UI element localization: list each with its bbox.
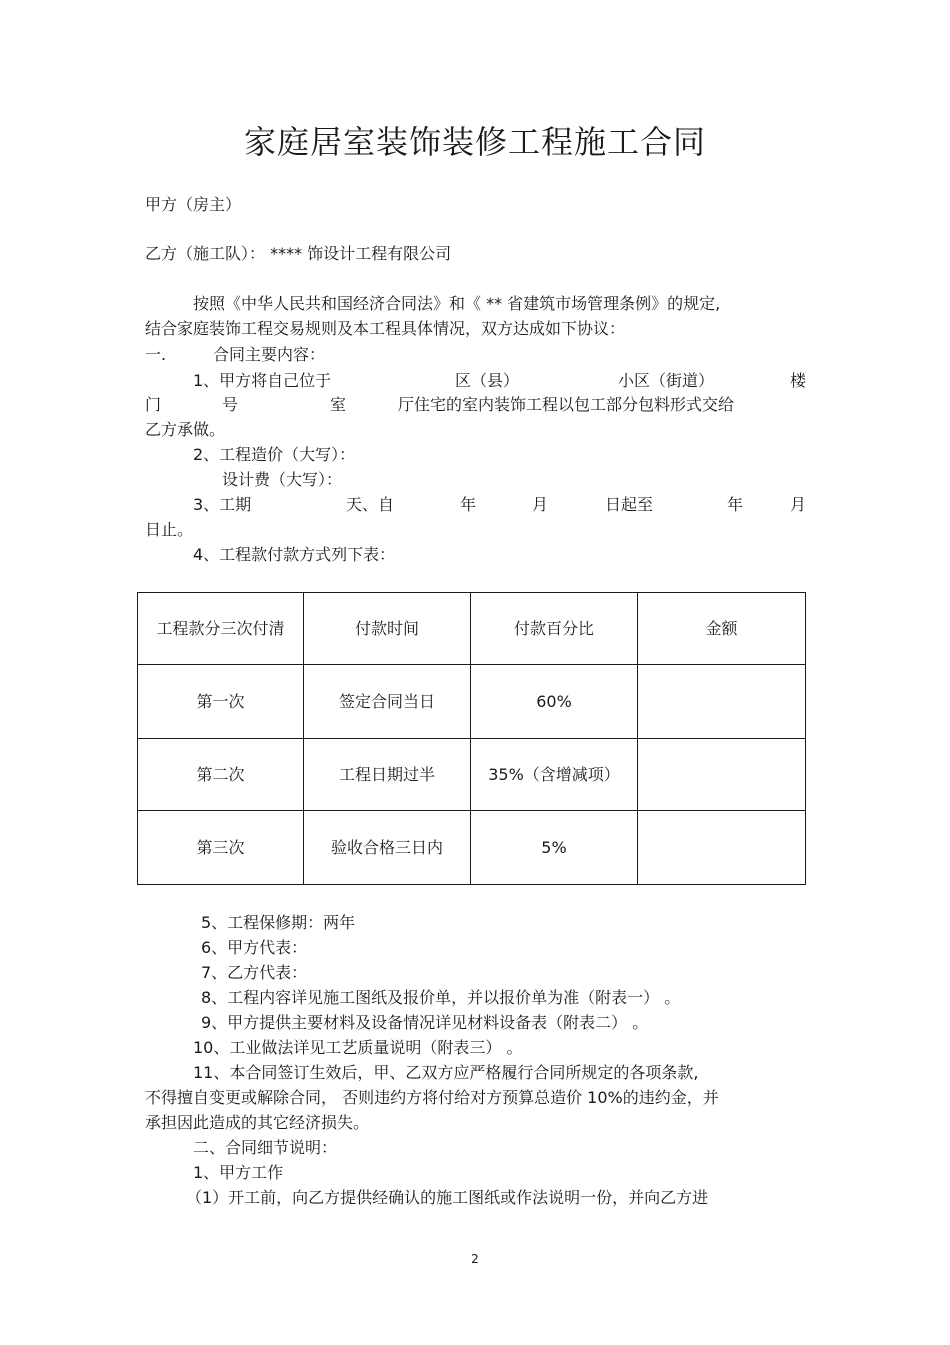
item-3-text-a: 3、工期 xyxy=(193,495,252,514)
item-1-text-b: 区（县） xyxy=(455,371,520,390)
item-3-text-c: 年 xyxy=(460,495,477,514)
party-b: 乙方（施工队）： **** 饰设计工程有限公司 xyxy=(145,244,452,263)
table-cell xyxy=(638,739,806,811)
item-3-text-h: 日止。 xyxy=(145,520,194,539)
item-8: 8、工程内容详见施工图纸及报价单，并以报价单为准（附表一） 。 xyxy=(201,988,681,1007)
table-cell: 第一次 xyxy=(138,665,304,739)
item-1-text-h: 厅住宅的室内装饰工程以包工部分包料形式交给 xyxy=(398,395,735,414)
section-1-label: 合同主要内容： xyxy=(213,345,326,364)
party-a: 甲方（房主） xyxy=(145,195,242,214)
table-header-row xyxy=(138,593,806,665)
page-number: 2 xyxy=(471,1252,479,1266)
item-1-text-g: 室 xyxy=(330,395,347,414)
table-cell: 60% xyxy=(471,665,638,739)
section-2-item-1: 1、甲方工作 xyxy=(193,1163,284,1182)
item-3-text-d: 月 xyxy=(532,495,549,514)
item-9: 9、甲方提供主要材料及设备情况详见材料设备表（附表二） 。 xyxy=(201,1013,649,1032)
item-4: 4、工程款付款方式列下表： xyxy=(193,545,396,564)
item-11-line-3: 承担因此造成的其它经济损失。 xyxy=(145,1113,370,1132)
header-installments: 工程款分三次付清 xyxy=(138,593,304,665)
item-3-text-b: 天、自 xyxy=(346,495,395,514)
item-1-text-a: 1、甲方将自己位于 xyxy=(193,371,332,390)
item-3-text-f: 年 xyxy=(727,495,744,514)
item-11-line-2: 不得擅自变更或解除合同， 否则违约方将付给对方预算总造价 10%的违约金，并 xyxy=(145,1088,719,1107)
item-10: 10、工业做法详见工艺质量说明（附表三） 。 xyxy=(193,1038,523,1057)
intro-line-1: 按照《中华人民共和国经济合同法》和《 ** 省建筑市场管理条例》的规定, xyxy=(193,294,721,313)
header-amount: 金额 xyxy=(638,593,806,665)
item-7: 7、乙方代表： xyxy=(201,963,308,982)
item-1-text-f: 号 xyxy=(222,395,239,414)
intro-line-2: 结合家庭装饰工程交易规则及本工程具体情况，双方达成如下协议： xyxy=(145,319,626,338)
table-cell: 第二次 xyxy=(138,739,304,811)
table-row xyxy=(138,811,806,885)
item-1-text-d: 楼 xyxy=(790,371,807,390)
header-payment-time: 付款时间 xyxy=(304,593,471,665)
table-cell xyxy=(638,811,806,885)
table-cell: 签定合同当日 xyxy=(304,665,471,739)
item-2-cost: 2、工程造价（大写）： xyxy=(193,445,356,464)
table-row xyxy=(138,739,806,811)
item-1-text-i: 乙方承做。 xyxy=(145,420,226,439)
payment-table xyxy=(137,592,806,885)
item-3-text-g: 月 xyxy=(790,495,807,514)
table-row xyxy=(138,665,806,739)
table-cell: 35%（含增减项） xyxy=(471,739,638,811)
item-1-text-c: 小区（街道） xyxy=(618,371,715,390)
item-5: 5、工程保修期：两年 xyxy=(201,913,356,932)
table-cell: 工程日期过半 xyxy=(304,739,471,811)
table-cell: 第三次 xyxy=(138,811,304,885)
document-title: 家庭居室装饰装修工程施工合同 xyxy=(243,123,706,161)
item-3-text-e: 日起至 xyxy=(605,495,654,514)
item-2-design-fee: 设计费（大写）： xyxy=(222,470,343,489)
header-payment-percent: 付款百分比 xyxy=(471,593,638,665)
section-1-number: 一. xyxy=(145,345,167,364)
section-2-heading: 二、合同细节说明： xyxy=(193,1138,338,1157)
section-2-item-1-1: （1）开工前，向乙方提供经确认的施工图纸或作法说明一份，并向乙方进 xyxy=(186,1188,709,1207)
table-cell: 验收合格三日内 xyxy=(304,811,471,885)
table-cell: 5% xyxy=(471,811,638,885)
item-6: 6、甲方代表： xyxy=(201,938,308,957)
table-cell xyxy=(638,665,806,739)
item-1-text-e: 门 xyxy=(145,395,162,414)
item-11-line-1: 11、本合同签订生效后，甲、乙双方应严格履行合同所规定的各项条款, xyxy=(193,1063,699,1082)
